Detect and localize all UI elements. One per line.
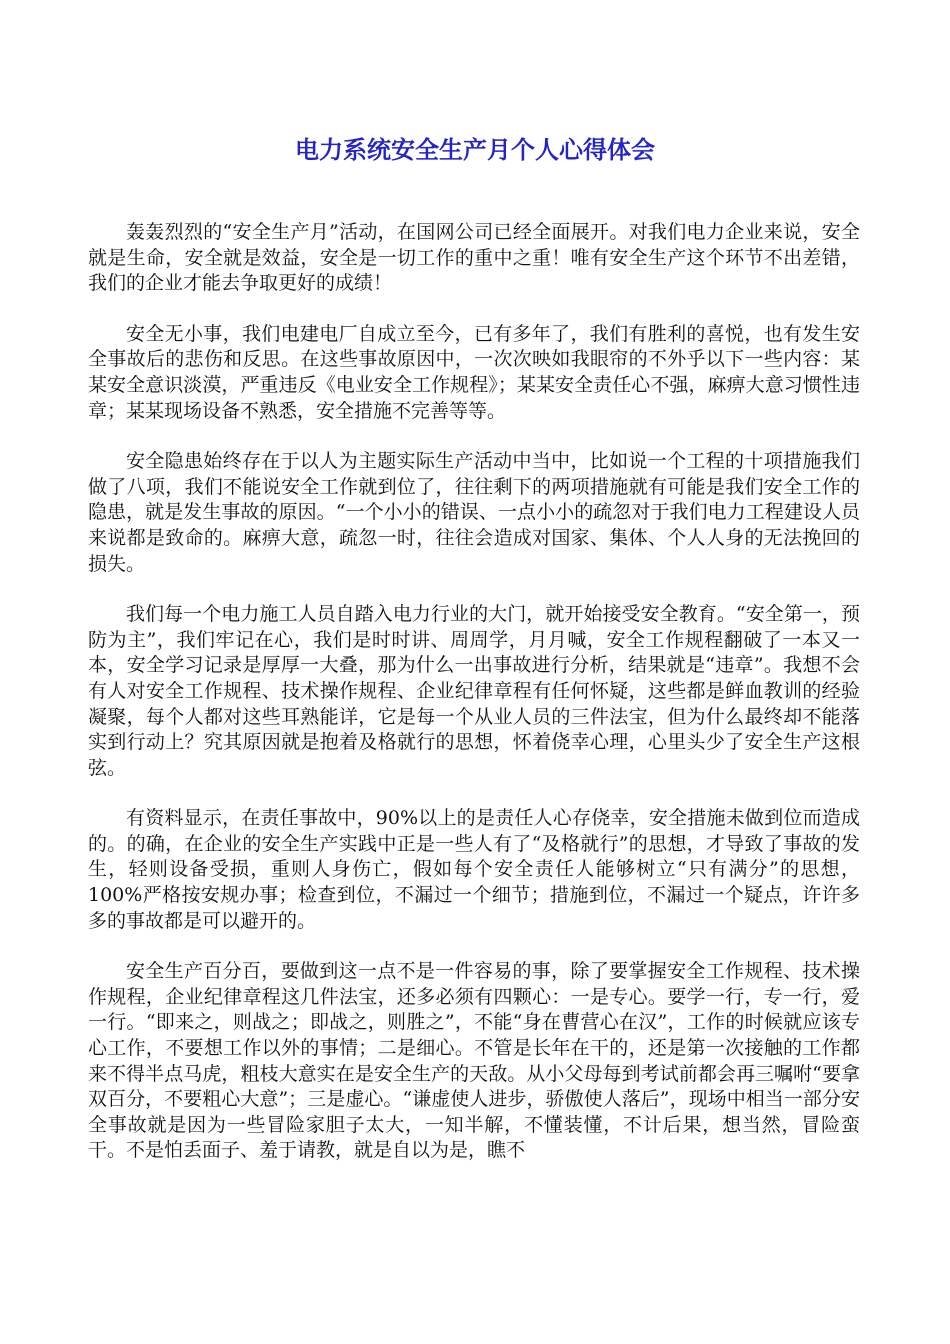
paragraph-1: 轰轰烈烈的“安全生产月”活动，在国网公司已经全面展开。对我们电力企业来说，安全就是生命，安全就是效益，安全是一切工作的重中之重！唯有安全生产这个环节不出差错，我们的企业才能去争取更好的成绩！ (88, 221, 860, 295)
paragraph-2: 安全无小事，我们电建电厂自成立至今，已有多年了，我们有胜利的喜悦，也有发生安全事故后的悲伤和反思。在这些事故原因中，一次次映如我眼帘的不外乎以下一些内容：某某安全意识淡漠，严重违反《电业安全工作规程》；某某安全责任心不强，麻痹大意习惯性违章；某某现场设备不熟悉，安全措施不完善等等。 (88, 322, 860, 422)
paragraph-4: 我们每一个电力施工人员自踏入电力行业的大门，就开始接受安全教育。“安全第一，预防为主”，我们牢记在心，我们是时时讲、周周学，月月喊，安全工作规程翻破了一本又一本，安全学习记录是厚厚一大叠，那为什么一出事故进行分析，结果就是“违章”。我想不会有人对安全工作规程、技术操作规程、企业纪律章程有任何怀疑，这些都是鲜血教训的经验凝聚，每个人都对这些耳熟能详，它是每一个从业人员的三件法宝，但为什么最终却不能落实到行动上？究其原因就是抱着及格就行的思想，怀着侥幸心理，心里头少了安全生产这根弦。 (88, 603, 860, 779)
paragraph-5: 有资料显示，在责任事故中，90%以上的是责任人心存侥幸，安全措施未做到位而造成的。的确，在企业的安全生产实践中正是一些人有了“及格就行”的思想，才导致了事故的发生，轻则设备受损，重则人身伤亡，假如每个安全责任人能够树立“只有满分”的思想，100%严格按安规办事；检查到位，不漏过一个细节；措施到位，不漏过一个疑点，许许多多的事故都是可以避开的。 (88, 807, 860, 932)
paragraph-6: 安全生产百分百，要做到这一点不是一件容易的事，除了要掌握安全工作规程、技术操作规程，企业纪律章程这几件法宝，还多必须有四颗心：一是专心。要学一行，专一行，爱一行。“即来之，则战之；即战之，则胜之”，不能“身在曹营心在汉”，工作的时候就应该专心工作，不要想工作以外的事情；二是细心。不管是长年在干的，还是第一次接触的工作都来不得半点马虎，粗枝大意实在是安全生产的天敌。从小父母每到考试前都会再三嘱咐“要拿双百分，不要粗心大意”；三是虚心。“谦虚使人进步，骄傲使人落后”，现场中相当一部分安全事故就是因为一些冒险家胆子太大，一知半解，不懂装懂，不计后果，想当然，冒险蛮干。不是怕丢面子、羞于请教，就是自以为是，瞧不 (88, 960, 860, 1162)
document-title: 电力系统安全生产月个人心得体会 (295, 136, 655, 164)
document-body (88, 220, 860, 1189)
paragraph-3: 安全隐患始终存在于以人为主题实际生产活动中当中，比如说一个工程的十项措施我们做了八项，我们不能说安全工作就到位了，往往剩下的两项措施就有可能是我们安全工作的隐患，就是发生事故的原因。“一个小小的错误、一点小小的疏忽对于我们电力工程建设人员来说都是致命的。麻痹大意，疏忽一时，往往会造成对国家、集体、个人人身的无法挽回的损失。 (88, 450, 860, 575)
